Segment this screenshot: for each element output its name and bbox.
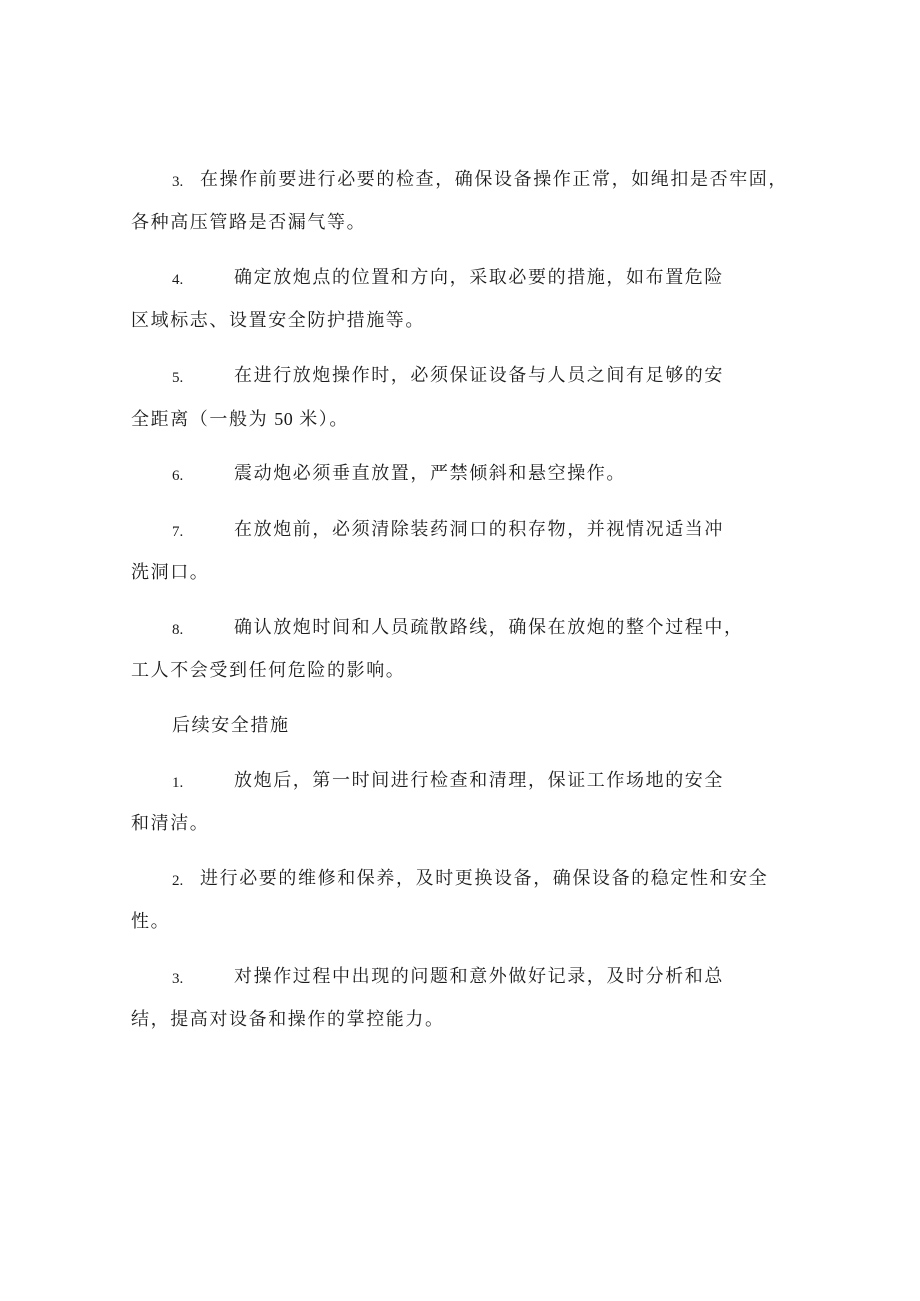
list-item-text-continued: 性。	[131, 911, 171, 932]
list-item-text: 放炮后，第一时间进行检查和清理，保证工作场地的安全	[234, 770, 724, 791]
list-item-number: 8.	[172, 622, 184, 638]
list-item-text: 进行必要的维修和保养，及时更换设备，确保设备的稳定性和安全	[200, 868, 769, 889]
list-item-text-continued: 结，提高对设备和操作的掌控能力。	[131, 1009, 445, 1030]
section-heading: 后续安全措施	[172, 715, 290, 736]
list-item-number: 2.	[172, 873, 184, 889]
list-item-text-continued: 洗洞口。	[131, 562, 210, 583]
distance-text-suffix: 米）。	[299, 409, 350, 430]
list-item-number: 4.	[172, 272, 184, 288]
list-item-text-continued: 工人不会受到任何危险的影响。	[131, 660, 406, 681]
list-item-number: 5.	[172, 370, 184, 386]
list-item-text-continued	[131, 407, 349, 432]
list-item-text: 在进行放炮操作时，必须保证设备与人员之间有足够的安	[234, 365, 724, 386]
list-item-text-continued: 区域标志、设置安全防护措施等。	[131, 310, 425, 331]
list-item-text: 确认放炮时间和人员疏散路线，确保在放炮的整个过程中，	[234, 617, 744, 638]
list-item-number: 7.	[172, 524, 184, 540]
list-item-number: 1.	[172, 775, 184, 791]
distance-text-prefix: 全距离（一般为	[131, 409, 269, 430]
list-item-number: 6.	[172, 468, 184, 484]
list-item-text: 在操作前要进行必要的检查，确保设备操作正常，如绳扣是否牢固，	[200, 169, 788, 190]
list-item-text: 在放炮前，必须清除装药洞口的积存物，并视情况适当冲	[234, 519, 724, 540]
distance-value: 50	[274, 409, 294, 429]
list-item-text-continued: 和清洁。	[131, 813, 210, 834]
list-item-number: 3.	[172, 971, 184, 987]
list-item-text: 对操作过程中出现的问题和意外做好记录，及时分析和总	[234, 966, 724, 987]
list-item-text-continued: 各种高压管路是否漏气等。	[131, 212, 367, 233]
list-item-number: 3.	[172, 174, 184, 190]
list-item-text: 震动炮必须垂直放置，严禁倾斜和悬空操作。	[234, 463, 626, 484]
list-item-text: 确定放炮点的位置和方向，采取必要的措施，如布置危险	[234, 267, 724, 288]
